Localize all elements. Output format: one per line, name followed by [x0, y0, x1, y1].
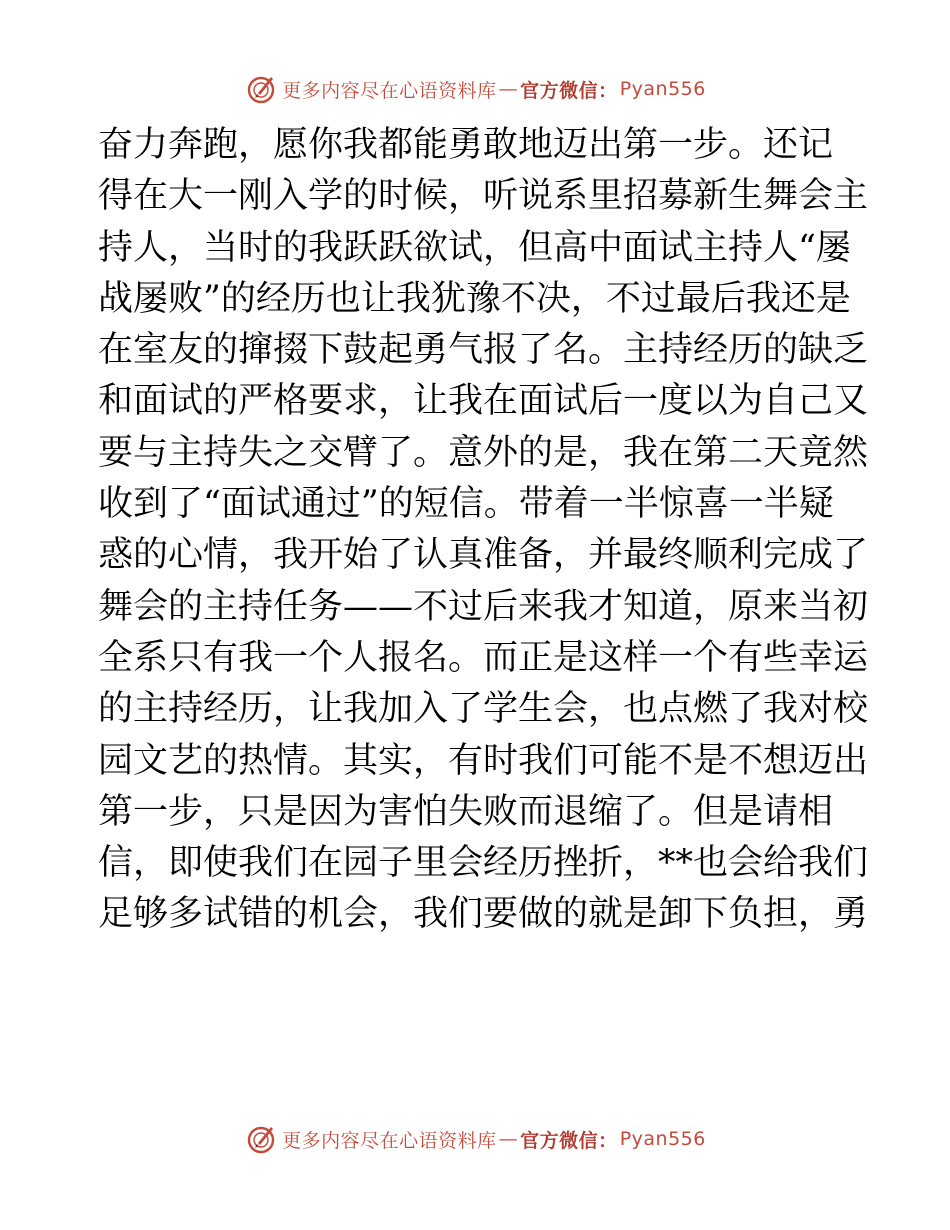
body-line: 第一步，只是因为害怕失败而退缩了。但是请相 [98, 791, 834, 832]
body-line: 奋力奔跑，愿你我都能勇敢地迈出第一步。还记 [98, 125, 834, 165]
footer-banner [0, 1122, 950, 1156]
body-line: 和面试的严格要求，让我在面试后一度以为自己又 [98, 381, 869, 422]
body-line: 信，即使我们在园子里会经历挫折，**也会给我们 [98, 843, 869, 884]
body-line: 舞会的主持任务——不过后来我才知道，原来当初 [98, 586, 869, 627]
banner-dash: — [498, 1128, 519, 1150]
banner-sub-text: 官方微信： [520, 1129, 618, 1152]
banner-wechat-id: Pyan556 [619, 1128, 706, 1150]
banner-wechat-id: Pyan556 [619, 78, 706, 100]
body-line: 战屡败”的经历也让我犹豫不决，不过最后我还是 [98, 278, 851, 319]
banner-main-text: 更多内容尽在心语资料库 [282, 79, 497, 102]
body-line: 要与主持失之交臂了。意外的是，我在第二天竟然 [98, 432, 869, 473]
body-line: 全系只有我一个人报名。而正是这样一个有些幸运 [98, 637, 869, 678]
body-line: 在室友的撺掇下鼓起勇气报了名。主持经历的缺乏 [98, 330, 869, 371]
banner-dash: — [498, 78, 519, 100]
body-text [98, 120, 869, 941]
quill-circle-logo-icon [244, 1122, 278, 1156]
body-line: 足够多试错的机会，我们要做的就是卸下负担，勇 [98, 894, 869, 935]
banner-main-text: 更多内容尽在心语资料库 [282, 1129, 497, 1152]
body-line: 园文艺的热情。其实，有时我们可能不是不想迈出 [98, 740, 869, 781]
body-line: 收到了“面试通过”的短信。带着一半惊喜一半疑 [98, 484, 834, 525]
quill-circle-logo-icon [244, 72, 278, 106]
body-line: 持人，当时的我跃跃欲试，但高中面试主持人“屡 [98, 227, 851, 268]
body-line: 得在大一刚入学的时候，听说系里招募新生舞会主 [98, 176, 869, 217]
body-line: 的主持经历，让我加入了学生会，也点燃了我对校 [98, 689, 869, 730]
banner-sub-text: 官方微信： [520, 79, 618, 102]
body-line: 惑的心情，我开始了认真准备，并最终顺利完成了 [98, 535, 869, 576]
header-banner [0, 72, 950, 106]
